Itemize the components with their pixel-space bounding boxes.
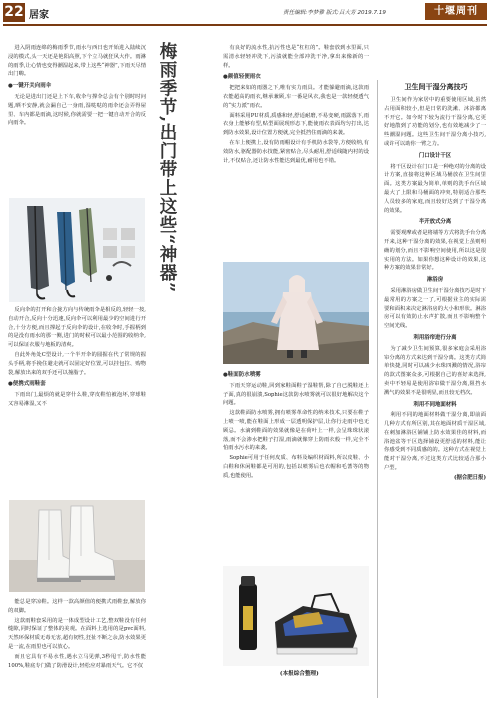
paragraph: 有良好的流水性,抗污性也是“杠杠的”。鞋套放到水里面,只需清水轻轻冲洗下,污渍就能全部冲洗干净,拿出来像新的一样。 (223, 45, 369, 69)
sidebar-paragraph: 需要观摩或者是将墙等方式将洗手台分离开来,这种干湿分离的效果,在视觉上虽则明确的划分,而且不影响空间使用,所以这是很实用的方法。如果你想这种设计的效果,这种方案的效果非常好。 (384, 230, 486, 272)
article-column-1 (8, 44, 146, 129)
heading-shoe-cover: ●便携式雨鞋套 (8, 381, 46, 388)
paragraph: 能总是穿凉鞋。这样一款高颜值的便携式雨鞋套,解放你的双脚。 (8, 599, 146, 614)
heading-umbrella: ●一键开关向雨伞 (8, 83, 52, 90)
page-header (0, 0, 490, 26)
paragraph: 反向伞的打开和合拢方向与传统雨伞是相反的,轻轻一按,自动开合,反向十分迅速,反向伞可以利用最少的空间进行开合,十分方便,而且撑起于反向伞的设计,在收伞时,手握柄到的是没有雨水的那一侧,进门的时候可以最小范围的收纳伞,可以保证衣服与地板的清爽。 (8, 307, 146, 349)
paragraph: 面料采用PU材质,质感和轻,舒适耐磨,不易变硬,雨露落下,雨衣身上能够有型,贴型面展现形态下,能使雨衣表面均匀打出,达到防水效果,设计位置方便就,完全抵挡住雨滴的来袭。 (223, 112, 369, 137)
raincoat-photo (223, 262, 369, 364)
heading-raincoat: ●颜值轻便雨衣 (223, 74, 261, 81)
sidebar-paragraph: 采用淋浴房做卫生间干湿分离技巧是时下最常用的方案之一了,可根据业主的实际需要和面积来决定淋浴房的大小和形状。淋浴房可以有效防止水声扩散,而且不影响整个空间光线。 (384, 287, 486, 330)
article-column-3 (223, 44, 369, 166)
sidebar-paragraph: 为了减少卫生间预算,很多家庭会采用浴帘分离的方式来达到干湿分离。这类方式简单快捷,同时可以减少水珠四溅的情况,浴帘的款式图案众多,可根据自己的喜好来选择,卖中不轻易是使用浴帘做干湿分离,阻挡水溅气的效果不是很明显,而且较无档次。 (384, 345, 486, 396)
paragraph: Sophie可用于任何皮质、布料及编织材面料,所以皮鞋、小白鞋和休闲鞋都是可用的,包括以喷雾后也衣帽和毛蓍等的物质,也能使用。 (223, 455, 369, 479)
article-title: 梅雨季节,出门带上这些“神器” (157, 42, 177, 294)
article-column-1-cont (8, 306, 146, 410)
article-column-2-text (8, 598, 146, 671)
paragraph: 无论是进出门还是上下车,收伞与撑伞总会有个别时时问题,晒不安静,就会漏自己一身雨,湿哒哒的雨伞还会弄得屋里、车内都是雨滴,这时候,你就需要一把一键自动开合的反向雨伞。 (8, 93, 146, 127)
paragraph: 下雨天穿运动鞋,回到家鞋面鞋子湿鞋帮,除了自已脱鞋还上子面,真的很崩溃,Sophie这款防水喷雾就可以很好地解决这个问题。 (223, 382, 369, 407)
heading-spray: ●鞋面防水喷雾 (223, 372, 261, 378)
article-column-3-cont (223, 368, 369, 482)
sidebar-paragraph: 将干区设计在门口是一种绝对的分离的设计方案,直接将这种区域马桶放在卫生间里面。这类方案最为简单,单则的洗手台区域最大了上限和马桶面的冲突,特别适合那些人员较多的家庭,而且较好达到了干湿分离的效果。 (384, 163, 486, 214)
paragraph: 把把来如的雨器之下,唯有实力雨具。才能躲避雨滴,这款雨衣能超高的雨衣,继承兼顾,车一番是风衣,我也是一款轻便透气的“实力派”雨衣。 (223, 85, 369, 109)
sidebar-paragraph: 利用不同的地面材料做干湿分离,即前面几种方式有所区别,其在地面材质干湿区域,在刺加淋浴区铺铺上防水效果佳的材料,而浴池盆等干区选择铺设更舒适的材料,能让你感受到不同质感的的。这种方式在视觉上能对干湿分离,不过这类方式比较适合那小户型。 (384, 412, 486, 472)
sidebar-subheading: 半开放式分离 (418, 219, 452, 226)
sidebar-subheading: 利用不同地面材料 (413, 401, 457, 408)
paragraph: 自此外角处C型设计,一个半开伞的圆握在代了常规的握头手柄,将手挽住避走就可以固定好位置,可以挂包拉、购物袋,解放出来的双手还可以撞脂子。 (8, 351, 146, 376)
paragraph: 这款鞋面防水喷雾,拥有喷雾革命性的纳米技术,只要在鞋子上喷一喷,能在鞋面上形成一层透明保护层,让你行走雨中也无顾忌。水滴到鞋面的效果就像是在荷叶上一样,会呈珠珠状滚落,而不会渗水把鞋子打湿,雨滴就像穿上防雨衣般一样,完全不怕雨水污水的来袭。 (223, 410, 369, 452)
umbrella-photo (9, 198, 145, 302)
shoe-cover-photo (9, 500, 145, 592)
section-name: 居家 (29, 10, 49, 21)
paragraph: 这款雨鞋套采用的是一体成型设计工艺,整双鞋没有任何缝隙,同时保证了整体的美观。在面料上选用的是pvc面料,天然环保材质无毒无害,超有韧性,狂扯不断之余,防水效果更是一流,在雨里也可以放心。 (8, 617, 146, 650)
sidebar-subheading: 淋浴房 (426, 277, 444, 284)
article-credit-block (223, 670, 369, 680)
paragraph: 下雨出门,最烦的就是穿什么鞋,穿皮鞋怕被泡坏,穿球鞋又容易淋湿,又不 (8, 392, 146, 407)
header-rule (3, 24, 487, 26)
masthead: 十堰周刊 (425, 3, 487, 20)
page-number: 22 (4, 4, 24, 20)
sidebar-title: 卫生间干湿分离技巧 (404, 83, 468, 91)
sidebar-divider (377, 80, 378, 698)
paragraph: 在车上便携上,设有防雨帽设计有手机防水袋等,方便收纳,有效防水,驱配器防水技能,紧密贴合,尽头耐用,舒适线随内衬的设计,不仅贴合,还让防水性能达到最优,耐用也不错。 (223, 139, 369, 164)
spray-photo (223, 566, 369, 666)
sidebar-column (384, 96, 486, 484)
article-credit: (本报综合整理) (279, 671, 319, 677)
editor-meta: 责任编辑:李梦雅 版式:吕大芳 2019.7.19 (283, 10, 386, 16)
sidebar-subheading: 门口设计干区 (418, 152, 452, 159)
sidebar-credit: (据合肥日报) (453, 474, 486, 481)
sidebar-intro: 卫生间作为家居中的重要使用区域,虽然占用面积较小,但是日常的洗漱、沐浴都离不开它。如今时下较为流行干湿分离,它更好地散到了功能的划分,也有效地减少了一些潮湿问题。这些卫生间干湿分离小技巧,或许可以助你一臂之力。 (384, 97, 486, 147)
article-intro: 进入阴雨连绵的梅雨季节,雨水与西日也开始进入陆续沉浸的模式,头一天还是艳阳高照,下个立马就狂风大作。雨淋的雨季,让心情也变得潮湿起来,带上这些“神器”,下雨天尽情出门嗨。 (8, 45, 146, 78)
sidebar-subheading: 利用浴帘进行分离 (413, 334, 457, 341)
paragraph: 而且它具有不易水性,遇水立马见弹,3秒甩干,防水性能100%,鞋底专门做了防滑设计,轻松应对暴雨天气。它不仅 (8, 653, 146, 669)
